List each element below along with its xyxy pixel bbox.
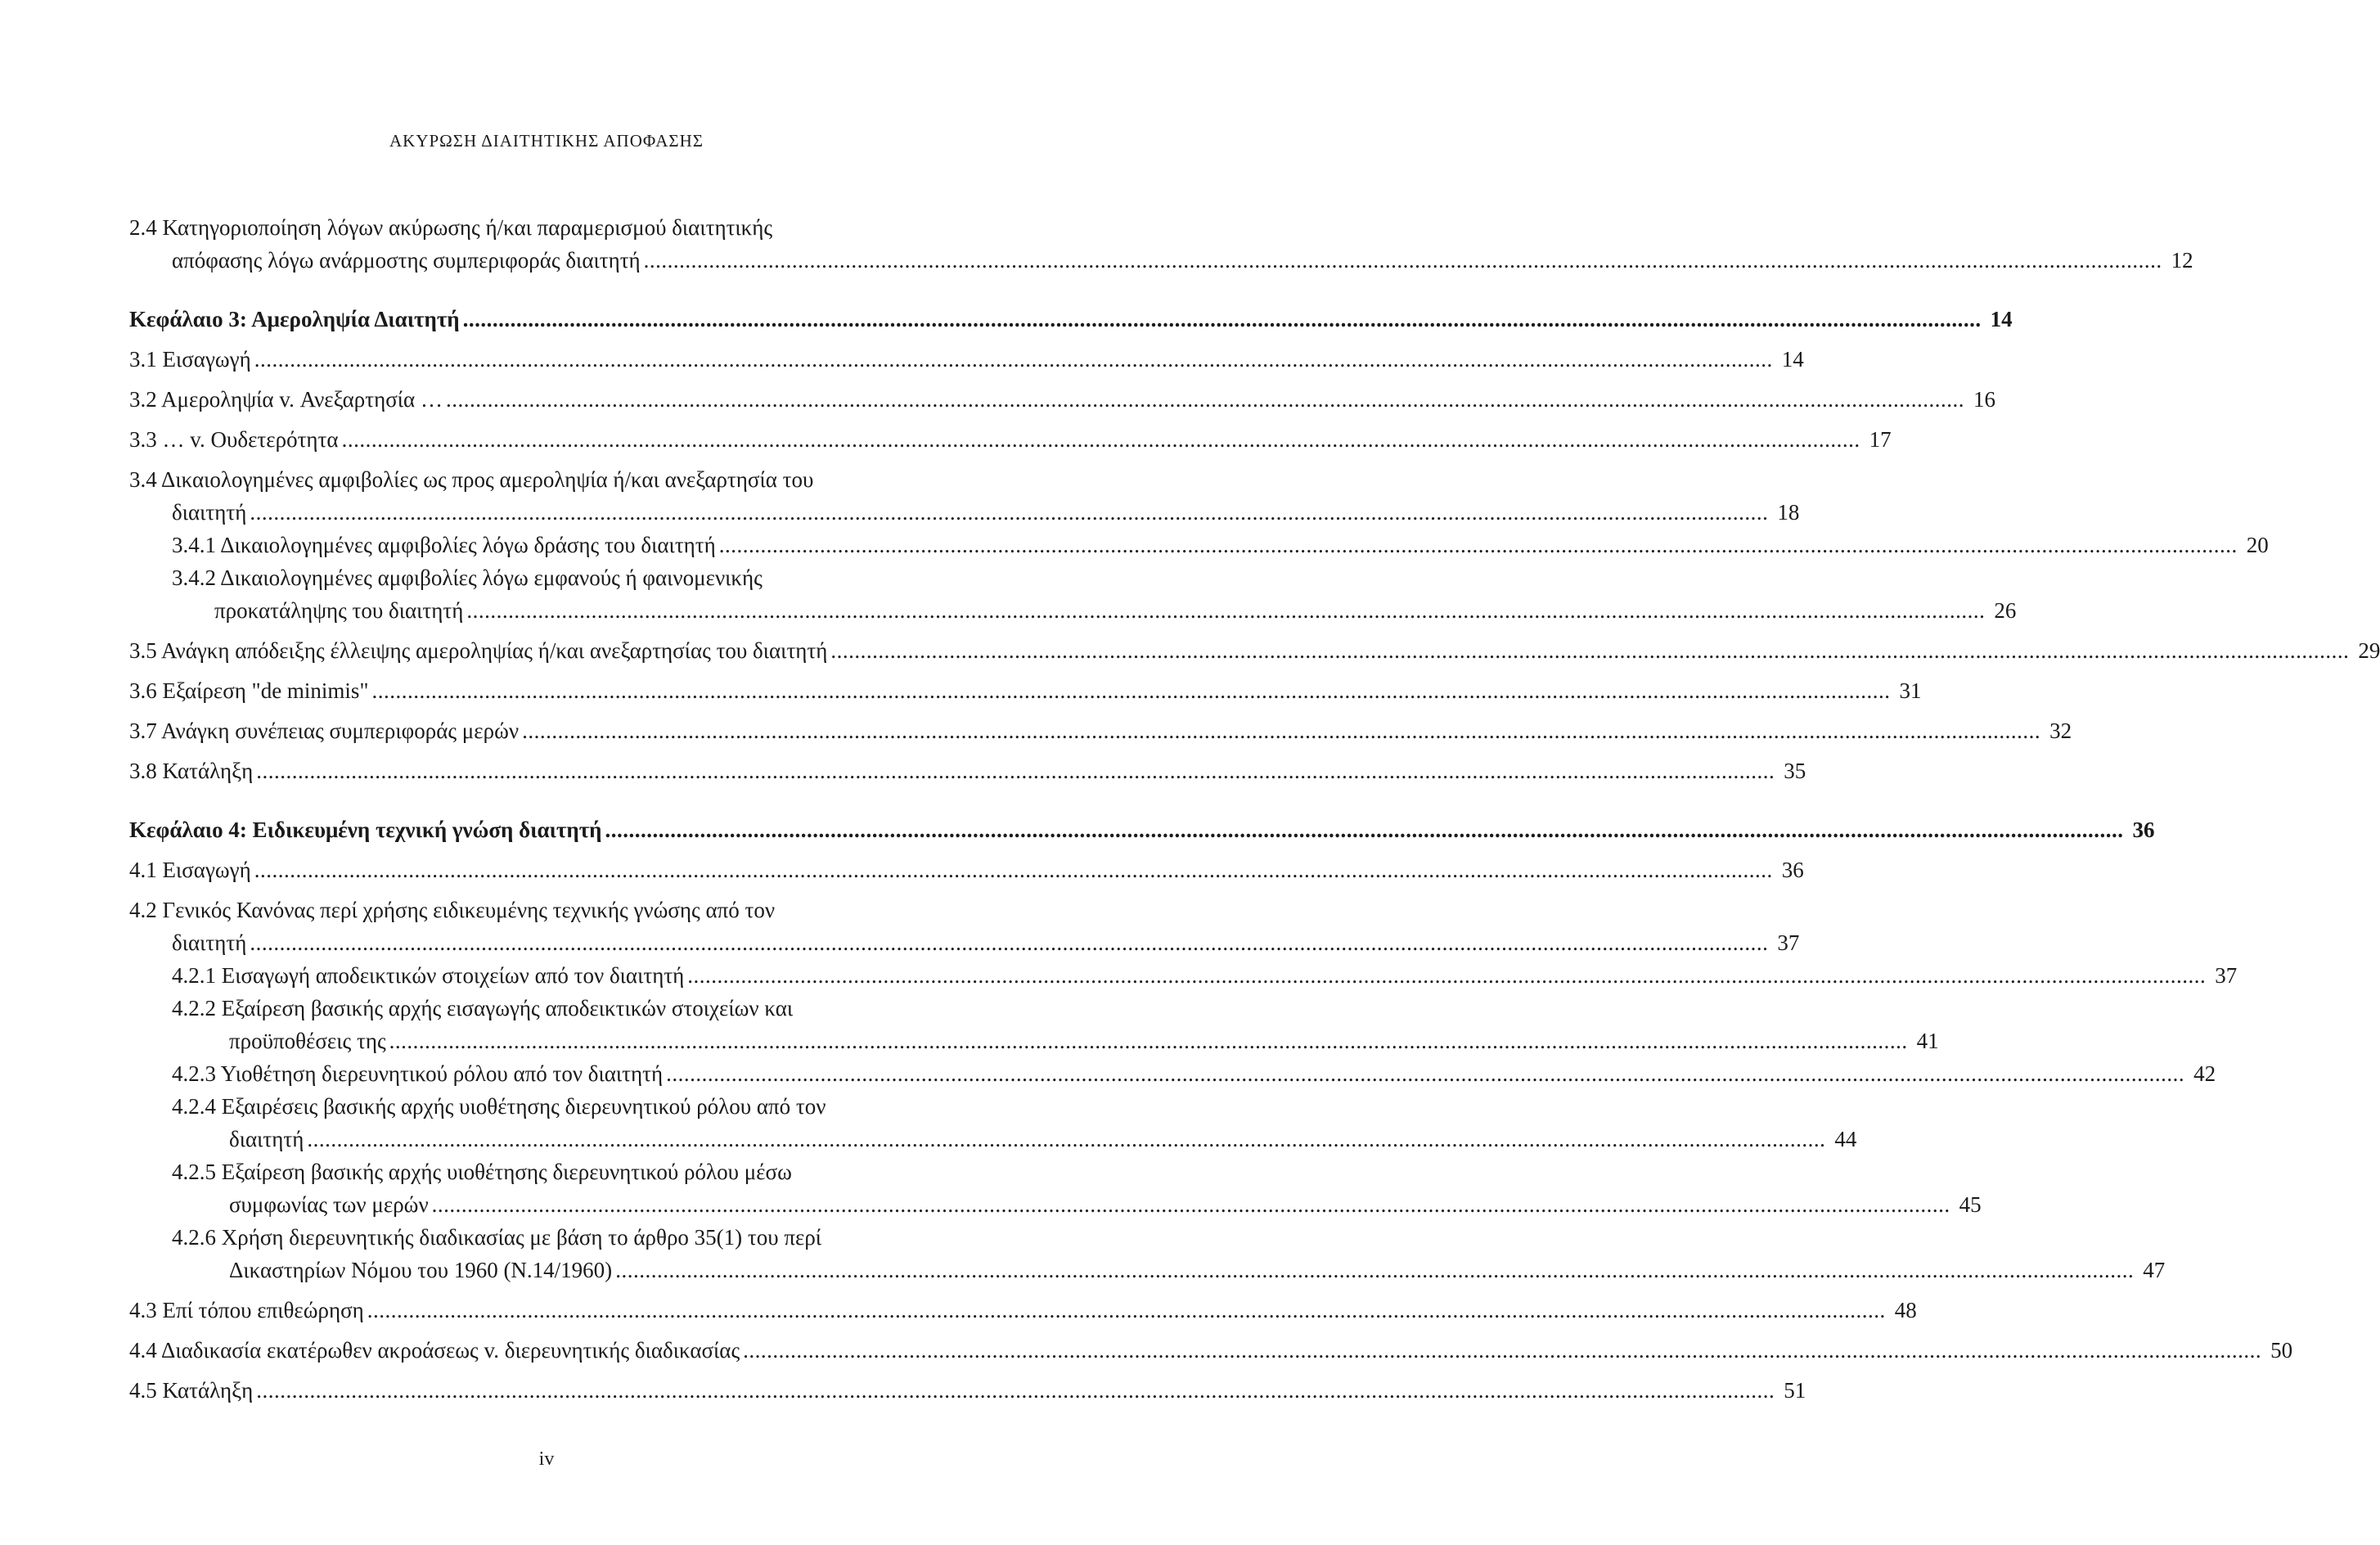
toc-entry-text: 2.4 Κατηγοριοποίηση λόγων ακύρωσης ή/και παραμερισμού διαιτητικής bbox=[129, 215, 773, 240]
toc-page-number: 32 bbox=[2049, 718, 2072, 743]
dot-leader bbox=[830, 634, 2349, 667]
toc-page-number: 26 bbox=[1994, 598, 2017, 623]
toc-entry-text: προκατάληψης του διαιτητή bbox=[214, 598, 464, 623]
toc-page-number: 17 bbox=[1869, 427, 1892, 452]
toc-page-number: 50 bbox=[2270, 1338, 2293, 1363]
toc-entry-text: 4.2.3 Υιοθέτηση διερευνητικού ρόλου από τον διαιτητή bbox=[172, 1061, 664, 1086]
toc-entry-3-4-2[interactable] bbox=[129, 561, 2017, 627]
toc-entry-text: διαιτητή bbox=[172, 930, 247, 955]
toc-entry-text: Κεφάλαιο 3: Αμεροληψία Διαιτητή bbox=[129, 307, 460, 331]
toc-entry-text: απόφασης λόγω ανάρμοστης συμπεριφοράς διαιτητή bbox=[172, 248, 641, 273]
toc-entry-4-2-2[interactable] bbox=[129, 992, 1939, 1057]
toc-entry-text: 4.4 Διαδικασία εκατέρωθεν ακροάσεως v. διερευνητικής διαδικασίας bbox=[129, 1338, 740, 1363]
toc-entry-3-5[interactable] bbox=[129, 634, 2380, 667]
dot-leader bbox=[256, 754, 1775, 787]
dot-leader bbox=[256, 1374, 1775, 1407]
toc-page-number: 36 bbox=[1781, 858, 1804, 882]
dot-leader bbox=[367, 1294, 1886, 1327]
toc-entry-4-2-5[interactable] bbox=[129, 1155, 1982, 1221]
dot-leader bbox=[615, 1254, 2134, 1286]
toc-page-number: 37 bbox=[2215, 963, 2238, 988]
toc-entry-4-3[interactable] bbox=[129, 1294, 1917, 1327]
toc-page-number: 41 bbox=[1916, 1029, 1939, 1053]
toc-entry-text: Κεφάλαιο 4: Ειδικευμένη τεχνική γνώση διαιτητή bbox=[129, 818, 602, 842]
dot-leader bbox=[250, 496, 1768, 529]
toc-entry-4-2[interactable] bbox=[129, 894, 1800, 959]
toc-entry-text: 4.2.5 Εξαίρεση βασικής αρχής υιοθέτησης διερευνητικού ρόλου μέσω bbox=[172, 1160, 792, 1184]
dot-leader bbox=[250, 926, 1768, 959]
toc-page-number: 48 bbox=[1894, 1298, 1917, 1322]
dot-leader bbox=[389, 1025, 1908, 1057]
dot-leader bbox=[522, 714, 2040, 747]
toc-entry-text: 4.2.4 Εξαιρέσεις βασικής αρχής υιοθέτησης διερευνητικού ρόλου από τον bbox=[172, 1094, 826, 1119]
toc-page-number: 45 bbox=[1959, 1192, 1982, 1217]
toc-page-number: 20 bbox=[2246, 533, 2269, 557]
dot-leader bbox=[743, 1334, 2261, 1367]
toc-page-number: 42 bbox=[2193, 1061, 2216, 1086]
toc-entry-3-6[interactable] bbox=[129, 674, 1922, 707]
dot-leader bbox=[254, 854, 1773, 886]
toc-entry-4-2-1[interactable] bbox=[129, 959, 2238, 992]
toc-entry-4-2-3[interactable] bbox=[129, 1057, 2216, 1090]
table-of-contents bbox=[129, 211, 2380, 1407]
toc-entry-3-2[interactable] bbox=[129, 383, 1995, 416]
toc-page-number: 36 bbox=[2132, 818, 2155, 842]
toc-entry-3-3[interactable] bbox=[129, 423, 1892, 456]
toc-page-number: 37 bbox=[1777, 930, 1800, 955]
toc-page-number: 51 bbox=[1784, 1378, 1806, 1403]
toc-entry-text: συμφωνίας των μερών bbox=[229, 1192, 429, 1217]
toc-entry-3-4-1[interactable] bbox=[129, 529, 2269, 561]
toc-entry-4-1[interactable] bbox=[129, 854, 1804, 886]
dot-leader bbox=[466, 594, 1985, 627]
toc-entry-3-8[interactable] bbox=[129, 754, 1806, 787]
toc-page-number: 14 bbox=[1781, 347, 1804, 372]
toc-entry-3-7[interactable] bbox=[129, 714, 2072, 747]
toc-entry-text: 3.6 Εξαίρεση "de minimis" bbox=[129, 678, 369, 703]
toc-page-number: 14 bbox=[1990, 307, 2013, 331]
toc-entry-text: 3.1 Εισαγωγή bbox=[129, 347, 251, 372]
toc-page-number: 47 bbox=[2143, 1258, 2166, 1282]
toc-chapter-4[interactable] bbox=[129, 813, 2155, 846]
toc-entry-text: 4.1 Εισαγωγή bbox=[129, 858, 251, 882]
toc-page-number: 16 bbox=[1973, 387, 1995, 412]
toc-entry-text: 4.2.2 Εξαίρεση βασικής αρχής εισαγωγής αποδεικτικών στοιχείων και bbox=[172, 996, 794, 1020]
toc-entry-4-2-6[interactable] bbox=[129, 1221, 2166, 1286]
toc-entry-3-1[interactable] bbox=[129, 343, 1804, 376]
toc-entry-text: 4.3 Επί τόπου επιθεώρηση bbox=[129, 1298, 364, 1322]
toc-entry-text: 4.2.1 Εισαγωγή αποδεικτικών στοιχείων από τον διαιτητή bbox=[172, 963, 685, 988]
dot-leader bbox=[371, 674, 1890, 707]
toc-entry-text: 3.4 Δικαιολογημένες αμφιβολίες ως προς αμεροληψία ή/και ανεξαρτησία του bbox=[129, 467, 814, 492]
running-header: ΑΚΥΡΩΣΗ ΔΙΑΙΤΗΤΙΚΗΣ ΑΠΟΦΑΣΗΣ bbox=[389, 131, 704, 151]
dot-leader bbox=[307, 1123, 1825, 1155]
dot-leader bbox=[432, 1188, 1950, 1221]
dot-leader bbox=[342, 423, 1860, 456]
toc-entry-4-2-4[interactable] bbox=[129, 1090, 1857, 1155]
dot-leader bbox=[719, 529, 2238, 561]
toc-entry-text: 3.7 Ανάγκη συνέπειας συμπεριφοράς μερών bbox=[129, 718, 520, 743]
toc-entry-3-4[interactable] bbox=[129, 463, 1800, 529]
toc-entry-text: 4.2 Γενικός Κανόνας περί χρήσης ειδικευμένης τεχνικής γνώσης από τον bbox=[129, 898, 776, 922]
dot-leader bbox=[687, 959, 2206, 992]
toc-entry-text: 4.5 Κατάληξη bbox=[129, 1378, 254, 1403]
page-number: iv bbox=[538, 1448, 555, 1470]
toc-entry-text: διαιτητή bbox=[229, 1127, 304, 1151]
toc-page-number: 12 bbox=[2171, 248, 2193, 273]
dot-leader bbox=[463, 303, 1982, 336]
toc-entry-text: 3.3 … v. Ουδετερότητα bbox=[129, 427, 339, 452]
dot-leader bbox=[605, 813, 2123, 846]
toc-entry-text: διαιτητή bbox=[172, 500, 247, 525]
dot-leader bbox=[644, 244, 2162, 277]
toc-entry-text: 3.4.1 Δικαιολογημένες αμφιβολίες λόγω δράσης του διαιτητή bbox=[172, 533, 716, 557]
toc-entry-text: 3.2 Αμεροληψία v. Ανεξαρτησία … bbox=[129, 387, 443, 412]
toc-entry-2-4[interactable] bbox=[129, 211, 2193, 277]
toc-page-number: 29 bbox=[2358, 638, 2380, 663]
toc-page-number: 31 bbox=[1899, 678, 1922, 703]
toc-entry-text: προϋποθέσεις της bbox=[229, 1029, 386, 1053]
toc-page-number: 18 bbox=[1777, 500, 1800, 525]
toc-chapter-3[interactable] bbox=[129, 303, 2013, 336]
toc-entry-text: 4.2.6 Χρήση διερευνητικής διαδικασίας με βάση το άρθρο 35(1) του περί bbox=[172, 1225, 822, 1250]
dot-leader bbox=[446, 383, 1964, 416]
toc-entry-text: 3.5 Ανάγκη απόδειξης έλλειψης αμεροληψίας ή/και ανεξαρτησίας του διαιτητή bbox=[129, 638, 828, 663]
toc-entry-4-5[interactable] bbox=[129, 1374, 1806, 1407]
toc-page-number: 44 bbox=[1834, 1127, 1857, 1151]
dot-leader bbox=[666, 1057, 2184, 1090]
toc-entry-text: Δικαστηρίων Νόμου του 1960 (Ν.14/1960) bbox=[229, 1258, 613, 1282]
toc-entry-text: 3.4.2 Δικαιολογημένες αμφιβολίες λόγω εμφανούς ή φαινομενικής bbox=[172, 565, 763, 590]
dot-leader bbox=[254, 343, 1773, 376]
toc-page-number: 35 bbox=[1784, 759, 1806, 783]
toc-entry-text: 3.8 Κατάληξη bbox=[129, 759, 254, 783]
toc-entry-4-4[interactable] bbox=[129, 1334, 2293, 1367]
